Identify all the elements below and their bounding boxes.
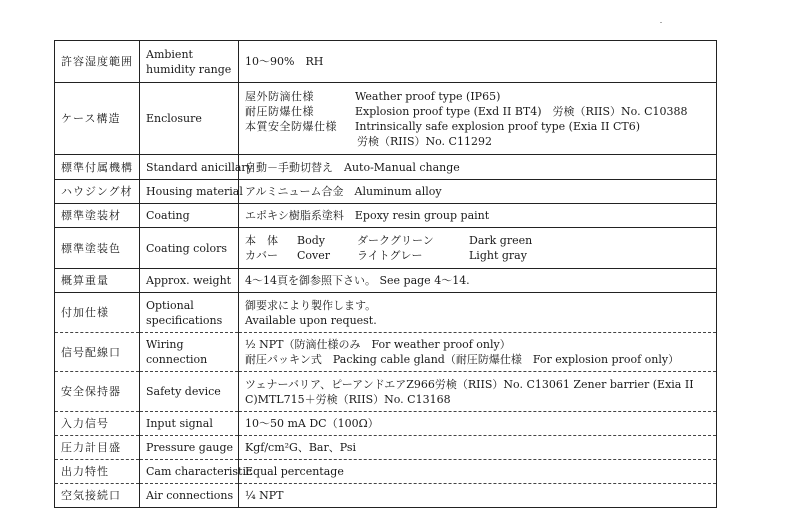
row-value <box>239 228 717 269</box>
row-label-en: Pressure gauge <box>140 436 239 460</box>
row-value <box>239 83 717 155</box>
color-line-cover: カバー Cover ライトグレー Light gray <box>245 249 527 262</box>
spec-row-optional <box>55 293 717 333</box>
spec-row-humidity <box>55 41 717 83</box>
row-value: 自動－手動切替え Auto-Manual change <box>239 155 717 180</box>
row-label-jp: 標準付属機構 <box>55 155 140 180</box>
spec-row-wiring <box>55 333 717 372</box>
spec-row-housing <box>55 180 717 204</box>
row-label-jp: 概算重量 <box>55 269 140 293</box>
enclosure-line: 耐圧防爆仕様 Explosion proof type (Exd II BT4) 労検（RIIS）No. C10388 <box>245 104 688 118</box>
row-label-en: Approx. weight <box>140 269 239 293</box>
enclosure-line: 本質安全防爆仕様 Intrinsically safe explosion proof type (Exia II CT6) <box>245 119 641 133</box>
spec-row-coating <box>55 204 717 228</box>
row-label-en: Coating colors <box>140 228 239 269</box>
row-value: Equal percentage <box>239 460 717 484</box>
row-label-jp: 安全保持器 <box>55 372 140 412</box>
spec-row-anicillary <box>55 155 717 180</box>
row-label-en: Safety device <box>140 372 239 412</box>
spec-row-gauge <box>55 436 717 460</box>
row-label-en: Air connections <box>140 484 239 508</box>
row-value: 4～14頁を御参照下さい。 See page 4～14. <box>239 269 717 293</box>
row-label-jp: 付加仕様 <box>55 293 140 333</box>
row-label-jp: ハウジング材 <box>55 180 140 204</box>
row-label-en: Cam characteristic <box>140 460 239 484</box>
spec-row-weight <box>55 269 717 293</box>
specification-table <box>54 40 717 508</box>
spec-row-air <box>55 484 717 508</box>
row-value: 10～50 mA DC（100Ω） <box>239 412 717 436</box>
row-label-jp: 入力信号 <box>55 412 140 436</box>
row-label-jp: 信号配線口 <box>55 333 140 372</box>
spec-row-enclosure <box>55 83 717 155</box>
scan-speck <box>660 22 662 23</box>
row-label-en: Optional specifications <box>140 293 239 333</box>
row-label-jp: 圧力計目盛 <box>55 436 140 460</box>
row-value: アルミニューム合金 Aluminum alloy <box>239 180 717 204</box>
spec-row-colors <box>55 228 717 269</box>
row-value: ½ NPT（防滴仕様のみ For weather proof only） 耐圧パッキン式 Packing cable gland（耐圧防爆仕様 For explosion proof only） <box>239 333 717 372</box>
spec-row-input <box>55 412 717 436</box>
spec-row-safety <box>55 372 717 412</box>
row-value: Kgf/cm²G、Bar、Psi <box>239 436 717 460</box>
row-label-en: Input signal <box>140 412 239 436</box>
enclosure-line: 労検（RIIS）No. C11292 <box>357 134 492 148</box>
row-label-jp: 標準塗装材 <box>55 204 140 228</box>
row-label-jp: ケース構造 <box>55 83 140 155</box>
row-value: 10～90% RH <box>239 41 717 83</box>
row-label-en: Housing material <box>140 180 239 204</box>
row-label-en: Standard anicillary <box>140 155 239 180</box>
row-label-en: Ambient humidity range <box>140 41 239 83</box>
color-line-body: 本 体 Body ダークグリーン Dark green <box>245 234 533 247</box>
row-label-jp: 許容湿度範囲 <box>55 41 140 83</box>
row-value: エポキシ樹脂系塗料 Epoxy resin group paint <box>239 204 717 228</box>
row-label-en: Enclosure <box>140 83 239 155</box>
row-label-jp: 標準塗装色 <box>55 228 140 269</box>
enclosure-line: 屋外防滴仕様 Weather proof type (IP65) <box>245 89 501 103</box>
row-label-en: Coating <box>140 204 239 228</box>
row-label-jp: 出力特性 <box>55 460 140 484</box>
spec-row-cam <box>55 460 717 484</box>
row-label-en: Wiring connection <box>140 333 239 372</box>
row-value: ¼ NPT <box>239 484 717 508</box>
row-label-jp: 空気接続口 <box>55 484 140 508</box>
row-value: ツェナーバリア、ピーアンドエアZ966労検（RIIS）No. C13061 Zener barrier (Exia II C)MTL715＋労検（RIIS）No. C13168 <box>239 372 717 412</box>
row-value: 御要求により製作します。 Available upon request. <box>239 293 717 333</box>
